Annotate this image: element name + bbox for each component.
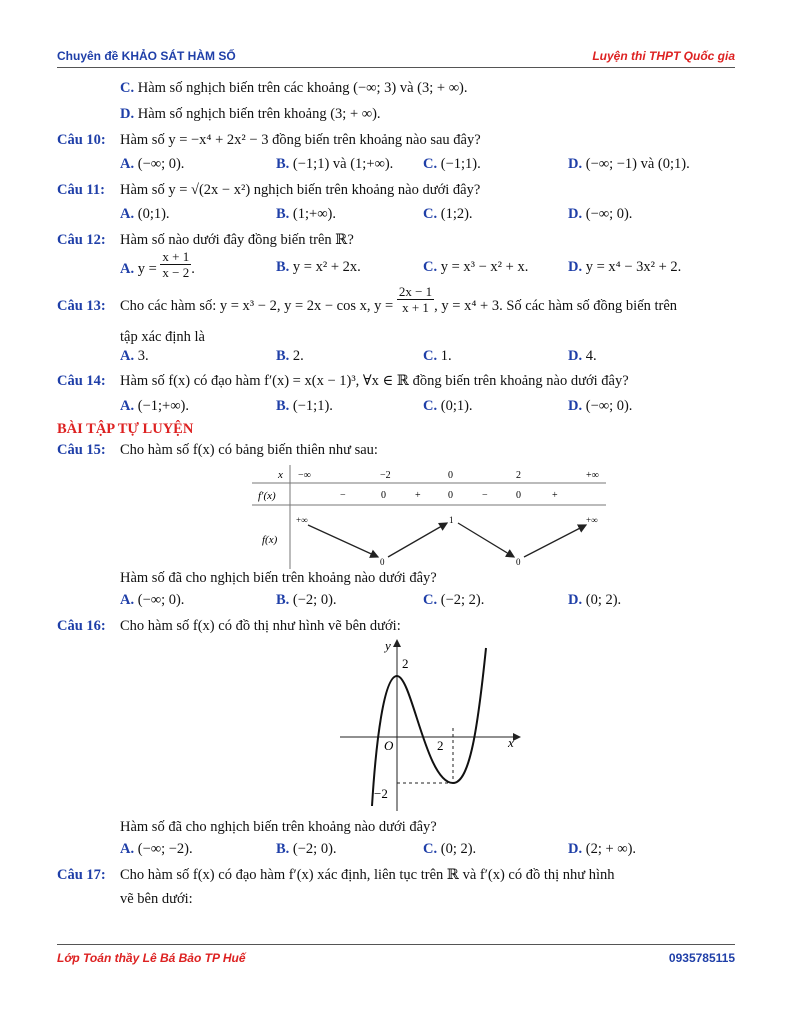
y-tick-top: 2 [402,656,409,671]
question-text: Cho hàm số f(x) có bảng biến thiên như sau: [120,442,378,458]
option-b: B. (−2; 0). [276,592,337,608]
option-d: D. (−∞; 0). [568,206,633,222]
option-c: C. y = x³ − x² + x. [423,259,529,275]
sign: − [482,490,488,501]
prev-option-d: D. Hàm số nghịch biến trên khoảng (3; + ∞). [120,106,381,122]
question-text: Hàm số f(x) có đạo hàm f′(x) = x(x − 1)³, ∀x ∈ ℝ đồng biến trên khoảng nào dưới đây? [120,373,629,389]
question-label: Câu 16: [57,618,106,634]
f-val: +∞ [586,515,598,525]
question-label: Câu 15: [57,442,106,458]
sign: 0 [381,490,386,501]
option-b: B. y = x² + 2x. [276,259,361,275]
option-a: A. (−∞; −2). [120,841,193,857]
x-tick: 2 [437,738,444,753]
x-val: 0 [448,470,453,481]
table-row-x: x [278,469,283,481]
option-a: A. (0;1). [120,206,170,222]
x-axis-label: x [508,735,514,750]
option-d: D. (−∞; 0). [568,398,633,414]
option-c: C. 1. [423,348,452,364]
variation-table [252,465,606,569]
f-val: 0 [516,557,521,567]
section-title: BÀI TẬP TỰ LUYỆN [57,421,194,437]
table-row-f: f(x) [262,534,278,546]
origin-label: O [384,738,394,753]
option-b: B. (−1;1). [276,398,333,414]
option-d: D. (−∞; −1) và (0;1). [568,156,690,172]
question-ask: Hàm số đã cho nghịch biến trên khoảng nào dưới đây? [120,570,437,586]
fraction-numerator: x + 1 [162,249,190,264]
x-val: −2 [380,470,391,481]
question-ask: Hàm số đã cho nghịch biến trên khoảng nào dưới đây? [120,819,437,835]
question-label: Câu 13: [57,298,106,314]
table-row-fp: f′(x) [258,490,276,502]
option-d: D. (2; + ∞). [568,841,637,857]
question-text: Cho hàm số f(x) có đạo hàm f′(x) xác định, liên tục trên ℝ và f′(x) có đồ thị như hình [120,867,615,883]
option-c: C. (0; 2). [423,841,477,857]
option-c: C. (0;1). [423,398,473,414]
page-footer [57,944,735,967]
f-val: +∞ [296,515,308,525]
y-tick-bottom: −2 [374,786,388,801]
option-c: C. (1;2). [423,206,473,222]
y-axis-label: y [385,638,391,653]
option-d: D. (0; 2). [568,592,622,608]
question-label: Câu 17: [57,867,106,883]
header-title: Chuyên đề KHẢO SÁT HÀM SỐ [57,49,236,63]
option-b: B. (1;+∞). [276,206,336,222]
f-val: 0 [380,557,385,567]
option-b: B. (−1;1) và (1;+∞). [276,156,394,172]
option-c: C. (−1;1). [423,156,481,172]
option-b: B. (−2; 0). [276,841,337,857]
header-subtitle: Luyện thi THPT Quốc gia [592,49,735,63]
question-label: Câu 11: [57,182,105,198]
question-label: Câu 14: [57,373,106,389]
footer-phone: 0935785115 [668,951,735,965]
sign: 0 [516,490,521,501]
page-header [57,47,735,68]
function-graph [340,636,526,814]
sign: − [340,490,346,501]
sign: + [552,490,558,501]
option-c: C. (−2; 2). [423,592,485,608]
option-a: A. 3. [120,348,149,364]
fraction-denominator: x − 2 [162,265,190,280]
question-text: Hàm số y = −x⁴ + 2x² − 3 đồng biến trên khoảng nào sau đây? [120,132,481,148]
prev-option-c: C. Hàm số nghịch biến trên các khoảng (−∞; 3) và (3; + ∞). [120,80,468,96]
option-a: A. y = $\frac{x + 1}{x - 2}$ . [120,249,195,280]
sign: + [415,490,421,501]
question-text-cont: vẽ bên dưới: [120,891,193,907]
x-val: +∞ [586,470,599,481]
question-text-cont: tập xác định là [120,329,205,345]
question-text: Hàm số nào dưới đây đồng biến trên ℝ? [120,232,354,248]
option-a: A. (−1;+∞). [120,398,189,414]
question-text: Cho hàm số f(x) có đồ thị như hình vẽ bên dưới: [120,618,401,634]
x-val: 2 [516,470,521,481]
question-label: Câu 12: [57,232,106,248]
question-label: Câu 10: [57,132,106,148]
option-b: B. 2. [276,348,304,364]
option-d: D. y = x⁴ − 3x² + 2. [568,259,682,275]
question-text: Cho các hàm số: y = x³ − 2, y = 2x − cos x, y = $\frac{2x - 1}{x + 1}$ , y = x⁴ + 3. Số các hàm số đồng biến trên [120,284,678,316]
option-a: A. (−∞; 0). [120,592,185,608]
option-a: A. (−∞; 0). [120,156,185,172]
x-val: −∞ [298,470,311,481]
question-text: Hàm số y = √(2x − x²) nghịch biến trên khoảng nào dưới đây? [120,182,481,198]
footer-author: Lớp Toán thầy Lê Bá Bảo TP Huế [57,951,246,965]
option-d: D. 4. [568,348,597,364]
f-val: 1 [449,515,454,525]
sign: 0 [448,490,453,501]
